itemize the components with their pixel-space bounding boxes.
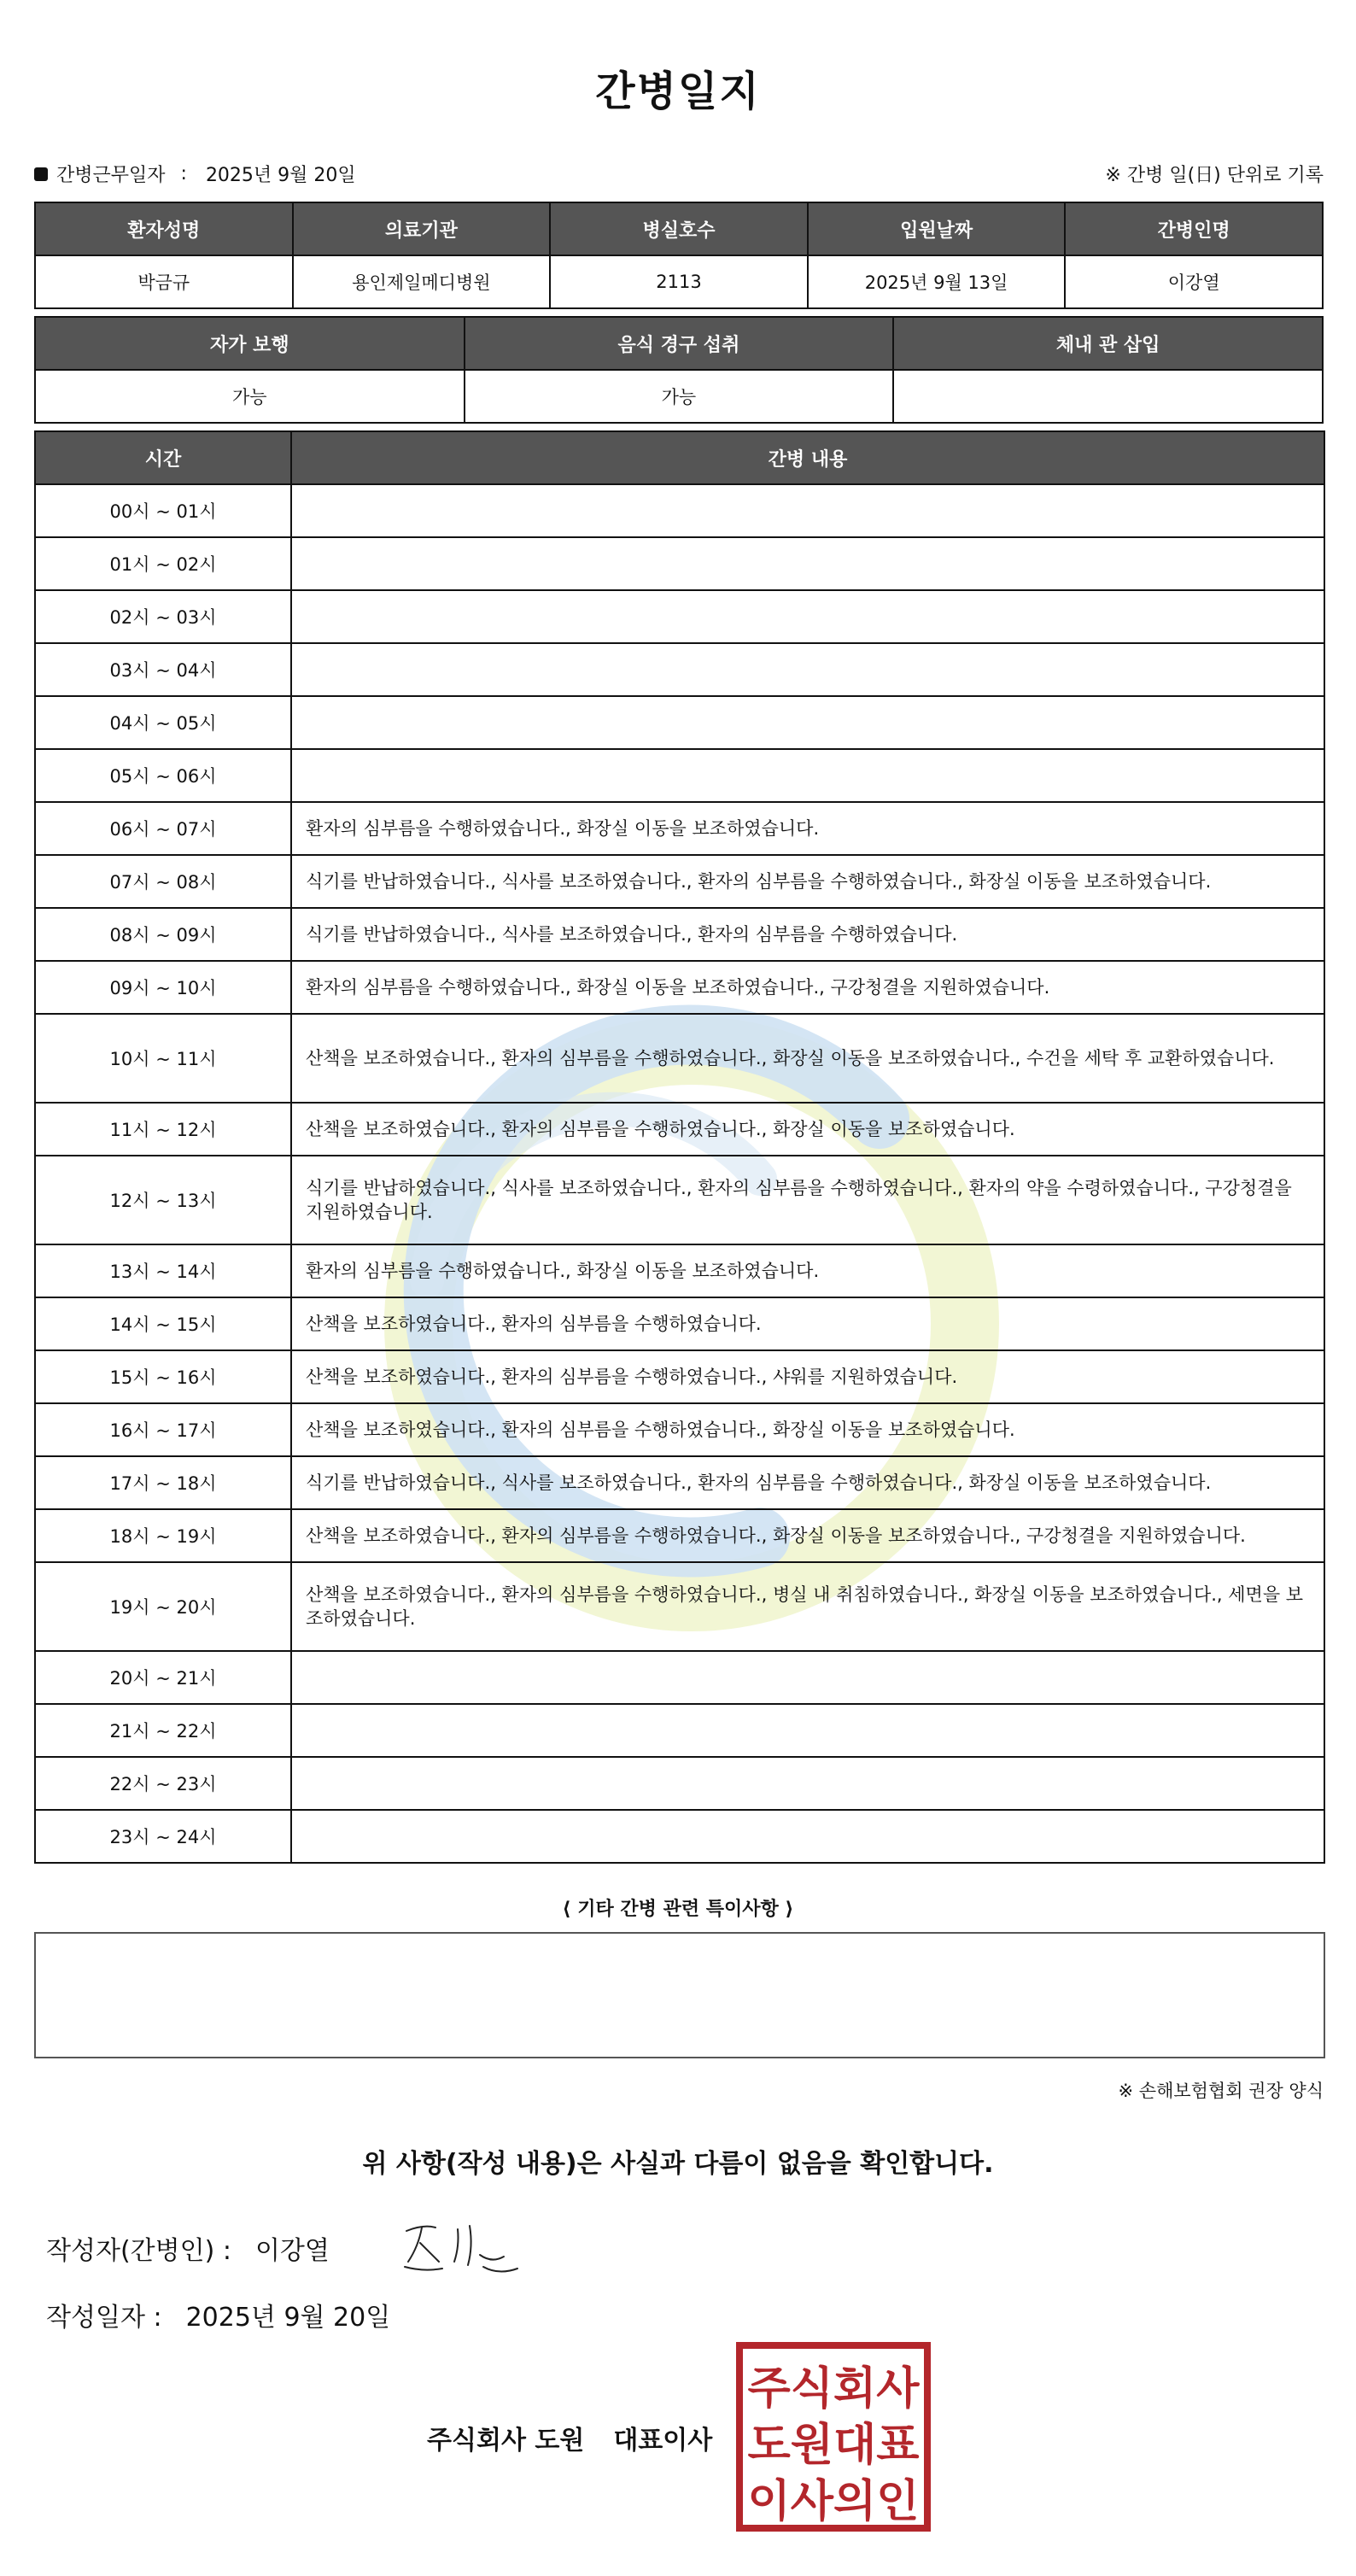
table-row — [35, 1103, 1324, 1156]
square-bullet-icon — [34, 167, 48, 181]
table-row — [35, 696, 1324, 749]
form-source-note: ※ 손해보험협회 권장 양식 — [1118, 2081, 1324, 2101]
care-content-cell — [291, 537, 1324, 590]
care-content-cell — [291, 643, 1324, 696]
table-row — [35, 590, 1324, 643]
table-row — [35, 802, 1324, 855]
care-content-cell — [291, 1651, 1324, 1704]
work-date-colon: : — [180, 163, 187, 184]
time-cell: 22시 ~ 23시 — [35, 1757, 291, 1810]
oral-intake-value: 가능 — [465, 370, 894, 423]
log-table-body — [35, 484, 1324, 1863]
time-cell: 03시 ~ 04시 — [35, 643, 291, 696]
time-cell: 20시 ~ 21시 — [35, 1651, 291, 1704]
care-content-cell — [291, 1704, 1324, 1757]
header-admission-date: 입원날짜 — [808, 202, 1066, 255]
written-date-value: 2025년 9월 20일 — [185, 2303, 391, 2333]
care-content-cell: 식기를 반납하였습니다., 식사를 보조하였습니다., 환자의 심부름을 수행하였습니다., 화장실 이동을 보조하였습니다. — [291, 1456, 1324, 1509]
care-content-cell: 산책을 보조하였습니다., 환자의 심부름을 수행하였습니다., 병실 내 취침하였습니다., 화장실 이동을 보조하였습니다., 세면을 보조하였습니다. — [291, 1562, 1324, 1651]
table-row — [35, 1456, 1324, 1509]
table-row — [35, 1014, 1324, 1103]
work-date-label: 간병근무일자 — [56, 165, 166, 186]
care-content-cell: 산책을 보조하였습니다., 환자의 심부름을 수행하였습니다., 화장실 이동을 보조하였습니다., 구강청결을 지원하였습니다. — [291, 1509, 1324, 1562]
patient-name: 박금규 — [35, 255, 293, 308]
time-cell: 11시 ~ 12시 — [35, 1103, 291, 1156]
company-name: 주식회사 도원 — [427, 2426, 585, 2456]
care-content-cell: 식기를 반납하였습니다., 식사를 보조하였습니다., 환자의 심부름을 수행하였습니다., 환자의 약을 수령하였습니다., 구강청결을 지원하였습니다. — [291, 1156, 1324, 1244]
table-row — [35, 855, 1324, 908]
table-row — [35, 1403, 1324, 1456]
table-row — [35, 1244, 1324, 1297]
document-title: 간병일지 — [595, 67, 761, 115]
time-cell: 15시 ~ 16시 — [35, 1350, 291, 1403]
time-cell: 05시 ~ 06시 — [35, 749, 291, 802]
work-date-value: 2025년 9월 20일 — [205, 165, 356, 186]
writer-name: 이강열 — [254, 2236, 330, 2266]
header-hospital: 의료기관 — [293, 202, 551, 255]
table-row — [35, 1350, 1324, 1403]
time-cell: 01시 ~ 02시 — [35, 537, 291, 590]
care-content-cell: 식기를 반납하였습니다., 식사를 보조하였습니다., 환자의 심부름을 수행하였습니다. — [291, 908, 1324, 961]
table-row — [35, 1297, 1324, 1350]
company-title: 대표이사 — [613, 2426, 713, 2456]
table-row — [35, 961, 1324, 1014]
written-date-line — [46, 2296, 390, 2333]
care-content-cell: 환자의 심부름을 수행하였습니다., 화장실 이동을 보조하였습니다., 구강청결을 지원하였습니다. — [291, 961, 1324, 1014]
seal-line-1: 주식회사 — [747, 2363, 920, 2415]
time-cell: 07시 ~ 08시 — [35, 855, 291, 908]
header-caregiver-name: 간병인명 — [1065, 202, 1323, 255]
header-time: 시간 — [35, 431, 291, 484]
admission-date: 2025년 9월 13일 — [808, 255, 1066, 308]
time-cell: 02시 ~ 03시 — [35, 590, 291, 643]
patient-info-table — [34, 202, 1324, 309]
notes-box — [34, 1932, 1325, 2058]
time-cell: 17시 ~ 18시 — [35, 1456, 291, 1509]
table-row — [35, 1562, 1324, 1651]
caregiver-name: 이강열 — [1065, 255, 1323, 308]
time-cell: 16시 ~ 17시 — [35, 1403, 291, 1456]
time-cell: 09시 ~ 10시 — [35, 961, 291, 1014]
time-cell: 23시 ~ 24시 — [35, 1810, 291, 1863]
notes-title: ⟨ 기타 간병 관련 특이사항 ⟩ — [562, 1899, 794, 1920]
care-content-cell — [291, 1810, 1324, 1863]
care-content-cell — [291, 749, 1324, 802]
table-row — [35, 1509, 1324, 1562]
care-content-cell: 환자의 심부름을 수행하였습니다., 화장실 이동을 보조하였습니다. — [291, 802, 1324, 855]
tube-insertion-value — [893, 370, 1323, 423]
company-line — [427, 2419, 712, 2456]
work-date-line — [34, 161, 356, 187]
time-cell: 10시 ~ 11시 — [35, 1014, 291, 1103]
care-content-cell — [291, 1757, 1324, 1810]
time-cell: 13시 ~ 14시 — [35, 1244, 291, 1297]
table-row — [35, 1704, 1324, 1757]
record-unit-note: ※ 간병 일(日) 단위로 기록 — [1105, 165, 1324, 186]
table-row — [35, 1757, 1324, 1810]
care-content-cell: 산책을 보조하였습니다., 환자의 심부름을 수행하였습니다., 샤워를 지원하였습니다. — [291, 1350, 1324, 1403]
care-content-cell: 산책을 보조하였습니다., 환자의 심부름을 수행하였습니다., 화장실 이동을 보조하였습니다. — [291, 1103, 1324, 1156]
seal-line-3: 이사의인 — [747, 2476, 920, 2527]
time-cell: 19시 ~ 20시 — [35, 1562, 291, 1651]
self-walking-value: 가능 — [35, 370, 465, 423]
seal-line-2: 도원대표 — [747, 2420, 920, 2471]
written-date-label: 작성일자 : — [46, 2303, 162, 2333]
header-tube-insertion: 체내 관 삽입 — [893, 317, 1323, 370]
confirmation-statement: 위 사항(작성 내용)은 사실과 다름이 없음을 확인합니다. — [362, 2149, 994, 2179]
header-room-number: 병실호수 — [550, 202, 808, 255]
care-content-cell: 식기를 반납하였습니다., 식사를 보조하였습니다., 환자의 심부름을 수행하였습니다., 화장실 이동을 보조하였습니다. — [291, 855, 1324, 908]
time-cell: 14시 ~ 15시 — [35, 1297, 291, 1350]
care-content-cell: 산책을 보조하였습니다., 환자의 심부름을 수행하였습니다., 화장실 이동을 보조하였습니다., 수건을 세탁 후 교환하였습니다. — [291, 1014, 1324, 1103]
time-cell: 21시 ~ 22시 — [35, 1704, 291, 1757]
header-care-content: 간병 내용 — [291, 431, 1324, 484]
header-self-walking: 자가 보행 — [35, 317, 465, 370]
time-cell: 04시 ~ 05시 — [35, 696, 291, 749]
care-content-cell: 산책을 보조하였습니다., 환자의 심부름을 수행하였습니다. — [291, 1297, 1324, 1350]
company-seal-stamp — [736, 2342, 931, 2532]
room-number: 2113 — [550, 255, 808, 308]
table-row — [35, 1651, 1324, 1704]
time-cell: 12시 ~ 13시 — [35, 1156, 291, 1244]
table-row — [35, 643, 1324, 696]
table-row — [35, 537, 1324, 590]
time-cell: 18시 ~ 19시 — [35, 1509, 291, 1562]
header-patient-name: 환자성명 — [35, 202, 293, 255]
care-content-cell: 환자의 심부름을 수행하였습니다., 화장실 이동을 보조하였습니다. — [291, 1244, 1324, 1297]
care-content-cell — [291, 484, 1324, 537]
table-row — [35, 1810, 1324, 1863]
table-row — [35, 908, 1324, 961]
hourly-care-log-table — [34, 430, 1325, 1864]
care-content-cell — [291, 590, 1324, 643]
table-row — [35, 1156, 1324, 1244]
time-cell: 08시 ~ 09시 — [35, 908, 291, 961]
care-content-cell — [291, 696, 1324, 749]
writer-label: 작성자(간병인) : — [46, 2236, 231, 2266]
time-cell: 00시 ~ 01시 — [35, 484, 291, 537]
table-row — [35, 749, 1324, 802]
care-content-cell: 산책을 보조하였습니다., 환자의 심부름을 수행하였습니다., 화장실 이동을 보조하였습니다. — [291, 1403, 1324, 1456]
hospital-name: 용인제일메디병원 — [293, 255, 551, 308]
writer-line — [46, 2229, 330, 2267]
patient-status-table — [34, 316, 1324, 424]
time-cell: 06시 ~ 07시 — [35, 802, 291, 855]
table-row — [35, 484, 1324, 537]
header-oral-intake: 음식 경구 섭취 — [465, 317, 894, 370]
handwritten-signature — [398, 2212, 526, 2280]
